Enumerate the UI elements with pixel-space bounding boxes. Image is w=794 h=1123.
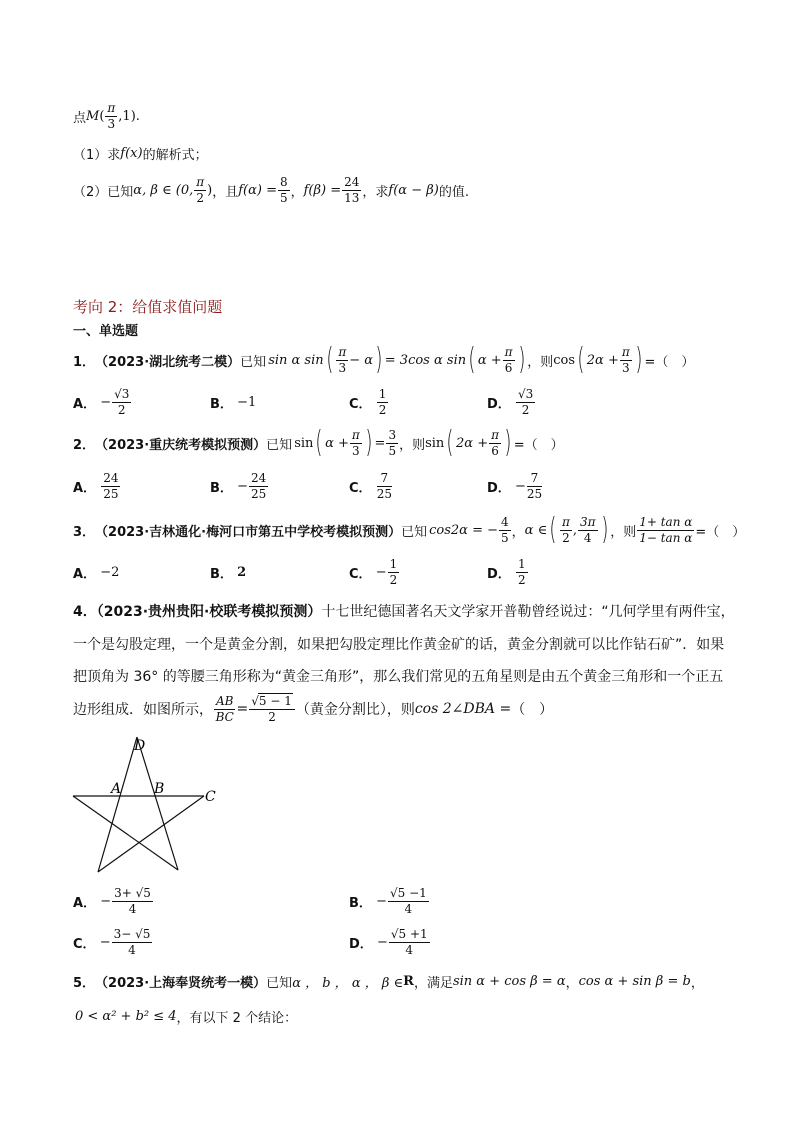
- q1-option-a[interactable]: [73, 386, 132, 418]
- numerator: 8: [279, 174, 288, 189]
- q4-option-c[interactable]: [73, 926, 153, 958]
- option-value: 2: [237, 564, 247, 580]
- math: cos: [553, 352, 576, 368]
- numerator: 3: [388, 427, 397, 442]
- math: 2α +: [456, 435, 489, 451]
- fraction: [516, 387, 535, 418]
- label-c: C: [205, 789, 216, 805]
- denominator: 2: [117, 402, 126, 417]
- numerator: 7: [527, 471, 542, 487]
- math: sin: [425, 435, 445, 451]
- star-edge: [98, 737, 137, 872]
- denominator: 6: [504, 360, 513, 375]
- numerator: π: [561, 514, 570, 529]
- fraction: [214, 694, 235, 725]
- question-source: （2023·重庆统考模拟预测）: [95, 437, 267, 453]
- text: ，有以下 2 个结论：: [176, 1010, 298, 1026]
- denominator: 1− tan α: [639, 530, 693, 545]
- fraction: [516, 557, 528, 588]
- text: 已知: [107, 184, 134, 200]
- numerator: π: [351, 427, 360, 442]
- math: =: [374, 435, 386, 451]
- text: ，: [511, 524, 525, 540]
- option-label: B．: [210, 396, 233, 412]
- star-edge: [73, 796, 178, 870]
- text: ，则: [527, 354, 554, 370]
- denominator: 3: [107, 116, 116, 131]
- denominator: 5: [279, 190, 288, 205]
- math: f(β) =: [303, 182, 342, 198]
- option-label: D．: [349, 936, 373, 952]
- paren: (: [446, 425, 454, 460]
- math: α, β ∈ (0,: [133, 182, 194, 198]
- radicand: 5 − 1: [258, 694, 292, 708]
- label-a: A: [111, 781, 122, 797]
- fraction: [112, 886, 153, 917]
- option-label: D．: [487, 566, 511, 582]
- option-label: A．: [73, 480, 97, 496]
- math: = 3cos α sin: [384, 352, 467, 368]
- question-number: 2．: [73, 437, 96, 453]
- fraction: [637, 515, 694, 546]
- numerator: 3− √5: [113, 926, 151, 941]
- numerator: 1: [378, 386, 387, 401]
- fraction: [101, 471, 120, 502]
- denominator: 25: [526, 486, 543, 501]
- math: f(α − β): [388, 182, 439, 198]
- option-label: A．: [73, 566, 97, 582]
- math: f(x): [120, 145, 143, 161]
- fraction: [278, 175, 290, 206]
- numerator: √3: [517, 386, 534, 401]
- numerator: 24: [250, 470, 267, 485]
- math: f(α) =: [238, 182, 277, 198]
- q2-option-a[interactable]: [73, 470, 121, 502]
- denominator: 4: [405, 942, 414, 957]
- math: cos α + sin β = b: [578, 973, 691, 989]
- text: ，: [690, 975, 704, 991]
- numerator: √5 − 1: [249, 693, 295, 710]
- paren: ): [600, 512, 608, 547]
- question-5-line-2: [75, 1000, 297, 1032]
- text: 已知: [240, 354, 267, 370]
- pentagram-lines: [73, 737, 204, 872]
- numerator: 24: [103, 470, 119, 485]
- question-number: 4．: [73, 604, 97, 620]
- numerator: AB: [216, 693, 234, 708]
- fraction: [249, 471, 268, 502]
- denominator: 2: [378, 402, 387, 417]
- option-label: C．: [73, 936, 96, 952]
- math: sin α sin: [268, 352, 324, 368]
- question-2: [73, 425, 564, 461]
- text: .: [135, 108, 140, 124]
- denominator: 5: [501, 530, 509, 545]
- paren: (: [315, 425, 323, 460]
- question-4-line-2: 一个是勾股定理，一个是黄金分割，如果把勾股定理比作黄金矿的话，黄金分割就可以比作钻石矿”．如果: [73, 637, 725, 653]
- text: 的值.: [438, 184, 469, 200]
- fraction: [112, 927, 153, 958]
- denominator: 5: [388, 443, 397, 458]
- label-b: B: [154, 781, 165, 797]
- math: 0 < α² + b² ≤ 4: [75, 1008, 177, 1024]
- paren: (: [549, 512, 557, 547]
- numerator: 7: [377, 471, 392, 487]
- denominator: 4: [583, 530, 592, 545]
- denominator: 2: [389, 572, 398, 587]
- text: ，: [290, 184, 304, 200]
- fraction: [386, 428, 398, 459]
- text: ，则: [399, 437, 426, 453]
- option-label: D．: [487, 480, 511, 496]
- option-label: B．: [349, 895, 372, 911]
- question-4-line-3: 把顶角为 36° 的等腰三角形称为“黄金三角形”，那么我们常见的五角星则是由五个黄金三角形和一个正五: [73, 669, 724, 685]
- q4-option-d[interactable]: [349, 926, 431, 958]
- numerator: 4: [501, 514, 509, 529]
- fraction: [388, 886, 429, 917]
- part-number: （2）: [73, 184, 108, 200]
- question-5-line-1: [73, 965, 704, 997]
- q2-option-c[interactable]: [349, 470, 393, 502]
- q3-option-d[interactable]: [487, 556, 529, 588]
- question-4-line-1: [73, 601, 735, 621]
- denominator: 25: [376, 486, 392, 501]
- question-source: （2023·湖北统考二模）: [95, 354, 241, 370]
- math: cos2α = −: [429, 522, 499, 538]
- denominator: 2: [517, 572, 526, 587]
- math: ): [207, 182, 213, 198]
- fraction: [377, 387, 389, 418]
- option-sign: −: [100, 394, 112, 410]
- point-m-line: [73, 100, 140, 132]
- paren: ): [375, 342, 383, 377]
- q1-option-d[interactable]: [487, 386, 536, 418]
- math: sin: [294, 435, 314, 451]
- option-sign: −: [514, 478, 526, 494]
- q4-option-b[interactable]: [349, 885, 430, 917]
- option-sign: −: [376, 893, 387, 909]
- denominator: 2: [562, 530, 570, 545]
- star-edge: [98, 796, 204, 872]
- q2-option-b[interactable]: [210, 470, 269, 502]
- option-label: A．: [73, 895, 97, 911]
- text: 十七世纪德国著名天文学家开普勒曾经说过：“几何学里有两件宝，: [321, 604, 735, 620]
- denominator: 25: [250, 486, 267, 501]
- fraction: [342, 175, 361, 206]
- subsection-title: 一、单选题: [73, 324, 139, 339]
- text: 边形组成．如图所示，: [73, 702, 213, 718]
- question-source: （2023·贵州贵阳·校联考模拟预测）: [96, 604, 322, 620]
- option-label: C．: [349, 566, 372, 582]
- star-edge: [137, 737, 178, 870]
- option-label: C．: [349, 396, 372, 412]
- text: 已知: [401, 524, 428, 540]
- q1-option-c[interactable]: [349, 386, 389, 418]
- question-1: [73, 342, 694, 378]
- q3-option-a[interactable]: [73, 556, 119, 588]
- fraction: [377, 471, 392, 502]
- numerator: π: [491, 427, 499, 442]
- part-2: [73, 174, 469, 206]
- fraction: [388, 557, 400, 588]
- option-label: A．: [73, 396, 97, 412]
- question-3: [73, 512, 745, 548]
- numerator: π: [107, 100, 116, 115]
- option-value: −2: [100, 564, 120, 580]
- math: M: [86, 108, 100, 124]
- numerator: 1: [389, 556, 398, 571]
- denominator: 2: [521, 402, 530, 417]
- math: sin α + cos β = α: [452, 973, 566, 989]
- paren: ): [365, 425, 373, 460]
- paren: (: [577, 342, 585, 377]
- denominator: BC: [215, 709, 234, 724]
- math: α ∈: [524, 522, 548, 538]
- numerator: 3π: [579, 514, 596, 529]
- numerator: 1: [517, 556, 526, 571]
- paren: ): [504, 425, 512, 460]
- fraction: [503, 345, 515, 376]
- option-sign: −: [237, 478, 248, 494]
- option-label: B．: [210, 480, 233, 496]
- paren: (: [468, 342, 476, 377]
- paren: (: [325, 342, 334, 377]
- fraction: [350, 428, 362, 459]
- denominator: 4: [128, 901, 137, 916]
- option-sign: −: [99, 934, 111, 950]
- denominator: 3: [338, 360, 347, 375]
- text: 已知: [266, 437, 293, 453]
- numerator: √5 +1: [390, 926, 428, 941]
- denominator: 4: [404, 901, 413, 916]
- label-d: D: [134, 738, 146, 754]
- text: ，求: [362, 184, 389, 200]
- text: 已知: [266, 975, 293, 991]
- fraction: [112, 387, 131, 418]
- denominator: 13: [344, 190, 360, 205]
- denominator: 3: [352, 443, 360, 458]
- denominator: 4: [128, 942, 136, 957]
- option-sign: −: [100, 893, 112, 909]
- text: 的解析式；: [142, 147, 208, 163]
- text: 点: [73, 110, 87, 126]
- text: 求: [107, 147, 121, 163]
- text: ，满足: [413, 975, 453, 991]
- math: α ， b ， α ， β ∈: [292, 975, 404, 991]
- option-label: D．: [487, 396, 511, 412]
- fraction: [499, 515, 511, 546]
- part-1: [73, 137, 208, 169]
- denominator: 6: [491, 443, 499, 458]
- paren: ): [635, 342, 643, 377]
- fraction: [105, 101, 117, 132]
- math: α +: [325, 435, 349, 451]
- math: cos 2∠DBA =: [414, 701, 512, 717]
- section-title: 考向 2：给值求值问题: [73, 298, 223, 316]
- answer-paren: （ ）: [511, 702, 554, 718]
- part-number: （1）: [73, 147, 108, 163]
- question-number: 5．: [73, 975, 96, 991]
- paren: ): [517, 342, 525, 377]
- numerator: 1+ tan α: [639, 514, 693, 529]
- numerator: 3+ √5: [114, 885, 151, 900]
- option-sign: −: [375, 564, 387, 580]
- fraction: [620, 345, 632, 376]
- question-source: （2023·上海奉贤统考一模）: [95, 975, 267, 991]
- option-label: B．: [210, 566, 233, 582]
- fraction: [527, 471, 542, 502]
- q2-option-d[interactable]: [487, 470, 543, 502]
- denominator: 2: [196, 190, 204, 205]
- question-number: 3．: [73, 524, 96, 540]
- math: =: [236, 701, 249, 717]
- numerator: π: [196, 174, 205, 189]
- numerator: π: [504, 344, 513, 359]
- fraction: [194, 175, 206, 206]
- option-label: C．: [349, 480, 372, 496]
- option-value: −1: [237, 394, 257, 410]
- fraction: [578, 515, 598, 546]
- q3-option-b[interactable]: [210, 556, 246, 588]
- fraction: [389, 927, 430, 958]
- numerator: π: [338, 344, 347, 359]
- math: α +: [477, 352, 502, 368]
- question-4-line-4: [73, 690, 553, 728]
- q3-option-c[interactable]: [349, 556, 400, 588]
- text: （黄金分割比），则: [295, 702, 415, 718]
- math: − α: [349, 352, 374, 368]
- answer-paren: =（ ）: [644, 354, 695, 370]
- q4-option-a[interactable]: [73, 885, 154, 917]
- math: 2α +: [586, 352, 619, 368]
- denominator: 25: [103, 486, 119, 501]
- fraction: [336, 345, 348, 376]
- q1-option-b[interactable]: [210, 386, 256, 418]
- fraction: [249, 693, 295, 725]
- option-sign: −: [376, 934, 388, 950]
- text: ，则: [610, 524, 637, 540]
- answer-paren: =（ ）: [513, 437, 564, 453]
- math: (: [99, 108, 105, 124]
- math: ,1): [118, 108, 136, 124]
- question-source: （2023·吉林通化·梅河口市第五中学校考模拟预测）: [95, 524, 402, 540]
- denominator: 3: [621, 360, 630, 375]
- answer-paren: =（ ）: [695, 524, 746, 540]
- numerator: √3: [114, 386, 130, 401]
- math: R: [403, 973, 414, 989]
- text: ，且: [212, 184, 239, 200]
- question-number: 1．: [73, 354, 96, 370]
- denominator: 2: [268, 710, 276, 724]
- fraction: [489, 428, 501, 459]
- pentagram-figure: [60, 730, 230, 880]
- fraction: [560, 515, 572, 546]
- math: ,: [572, 522, 577, 538]
- text: ，: [565, 975, 579, 991]
- numerator: √5 −1: [389, 885, 427, 900]
- numerator: 24: [344, 174, 360, 189]
- numerator: π: [621, 344, 630, 359]
